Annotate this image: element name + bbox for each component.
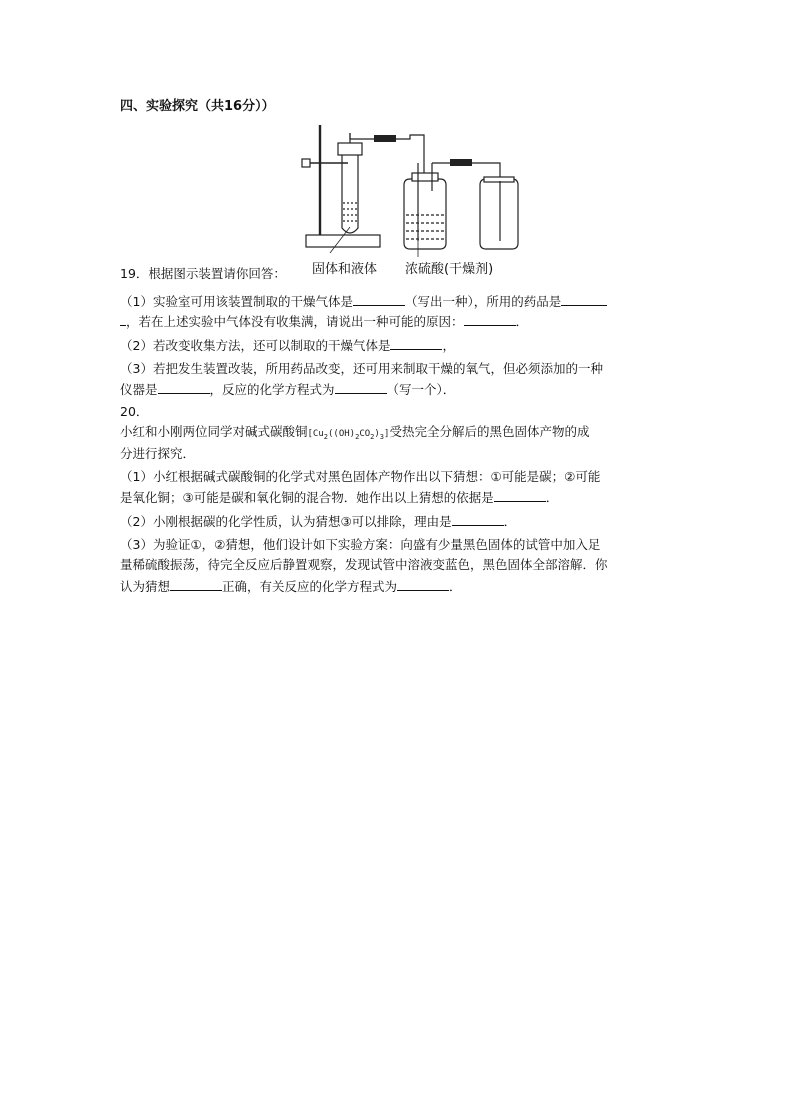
figure-label-solid-liquid: 固体和液体 (312, 262, 378, 277)
q19-part2 (120, 337, 455, 354)
q20-part1-text-b: 是氧化铜；③可能是碳和氧化铜的混合物．她作出以上猜想的依据是 (120, 490, 494, 505)
q19-part1-line2 (120, 313, 528, 330)
q20-part2-text-a: （2）小刚根据碳的化学性质，认为猜想③可以排除，理由是 (120, 514, 452, 529)
q19-part3-text-b: 仪器是 (120, 382, 158, 397)
basic-copper-carbonate-formula: $[Cu_2((OH)_2CO_2)_3]$ (307, 429, 390, 441)
q20-part1-line1: （1）小红根据碱式碳酸铜的化学式对黑色固体产物作出以下猜想：①可能是碳；②可能 (120, 469, 601, 484)
q19-part2-text-b: ， (442, 338, 455, 353)
q20-intro-line1 (120, 424, 589, 445)
section-title: 四、实验探究（共16分）） (120, 99, 275, 114)
q20-intro-text-b: 受热完全分解后的黑色固体产物的成 (389, 424, 590, 439)
q19-part3-line1: （3）若把发生装置改装，所用药品改变，还可用来制取干燥的氧气，但必须添加的一种 (120, 361, 603, 376)
q20-number: 20． (120, 404, 149, 419)
q20-part2 (120, 513, 516, 530)
q20-answer-blank-reason[interactable] (452, 513, 504, 526)
q19-stem: 19．根据图示装置请你回答： (120, 266, 286, 281)
q20-part1-text-c: ． (545, 490, 559, 505)
q20-answer-blank-basis[interactable] (494, 489, 546, 502)
q19-part3-text-c: ，反应的化学方程式为 (209, 382, 335, 397)
q20-answer-blank-guess[interactable] (170, 578, 222, 591)
q20-answer-blank-equation[interactable] (397, 578, 449, 591)
q19-answer-blank-equation[interactable] (335, 381, 387, 394)
q20-part3-line2: 量稀硫酸振荡，待完全反应后静置观察，发现试管中溶液变蓝色，黑色固体全部溶解．你 (120, 557, 608, 572)
q20-part2-text-b: ． (503, 514, 517, 529)
q19-part2-text-a: （2）若改变收集方法，还可以制取的干燥气体是 (120, 338, 391, 353)
figure-label-conc-sulfuric-acid: 浓硫酸(干燥剂) (405, 262, 494, 277)
q19-answer-blank-reason[interactable] (464, 313, 516, 326)
q20-intro-text-a: 小红和小刚两位同学对碱式碳酸铜 (120, 424, 308, 439)
q19-part3-line2 (120, 381, 455, 398)
q19-part1-text-d: ． (515, 314, 529, 329)
q19-answer-blank-reagent[interactable] (561, 293, 607, 306)
q19-part1-text-a: （1）实验室可用该装置制取的干燥气体是 (120, 294, 353, 309)
q20-part1-line2 (120, 489, 558, 506)
apparatus-figure (300, 123, 530, 258)
q20-part3-text-e: ． (449, 579, 462, 594)
q19-answer-blank-instrument[interactable] (158, 381, 210, 394)
q19-answer-blank-gas[interactable] (353, 293, 405, 306)
q19-part1-line1 (120, 293, 607, 310)
q19-part3-text-d: （写一个）． (386, 382, 456, 397)
q20-part3-text-d: 正确，有关反应的化学方程式为 (222, 579, 398, 594)
q20-part3-line3 (120, 578, 462, 595)
q19-part1-text-b: （写出一种），所用的药品是 (404, 294, 562, 309)
q20-part3-text-c: 认为猜想 (120, 579, 171, 594)
q20-intro-line2: 分进行探究． (120, 446, 196, 461)
q20-part3-line1: （3）为验证①，②猜想，他们设计如下实验方案：向盛有少量黑色固体的试管中加入足 (120, 537, 601, 552)
q19-part1-text-c: ，若在上述实验中气体没有收集满，请说出一种可能的原因： (126, 314, 464, 329)
q19-answer-blank-gas2[interactable] (390, 337, 442, 350)
